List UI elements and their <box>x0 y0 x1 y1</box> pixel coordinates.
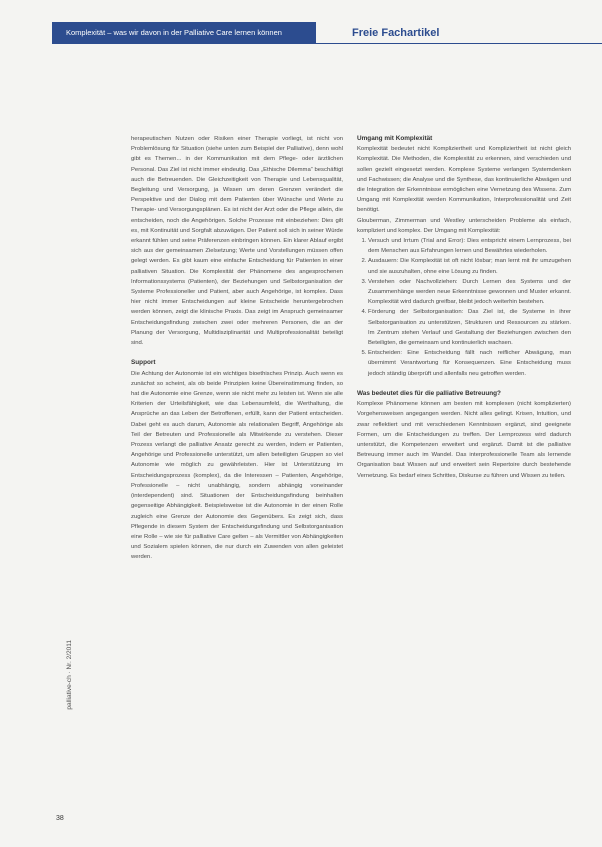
list-item: 2. Ausdauern: Die Komplexität ist oft nicht lösbar; man lernt mit ihr umzugehen und sie auszuhalten, ohne eine Lösung zu finden. <box>368 256 571 276</box>
list-item: 4. Förderung der Selbstorganisation: Das Ziel ist, die Systeme in ihrer Selbstorganisation zu unterstützen, Strukturen und Ressourcen zu stärken. Im Zentrum stehen Verlauf und Gestaltung der Beziehungen zwischen den Beteiligten, die gemeinsam und kontinuierlich wachsen. <box>368 307 571 348</box>
complexity-list <box>357 236 571 379</box>
left-paragraph-2: Die Achtung der Autonomie ist ein wichtiges bioethisches Prinzip. Auch wenn es zunächst so scheint, als ob beide Prinzipien keine Übereinstimmung finden, so hat die Autonomie eine Grenze, wenn sie nicht mehr zu leisten ist. Wenn sie alle Kriterien der Urteilsfähigkeit, wie das Lebensumfeld, die Werthaltung, die Ansprüche an das Leben der Betroffenen, erfüllt, kann der Patient entscheiden. Dabei geht es auch darum, Autonomie als relationalen Begriff, Angehörige als Teil der Betreuten und Professionelle als Mitwirkende zu verstehen. Dieser Prozess verlangt die palliative Ansatz gerecht zu werden, indem er Patienten, Angehörige und Professionelle unterstützt, um allen beteiligten Gruppen so viel Autonomie wie möglich zu gewährleisten. Hier ist Unterstützung im Entscheidungsprozess (komplex), da die Interessen – Patienten, Angehörige, Professionelle – nicht unabhängig, sondern abhängig voneinander (interdependent) sind. Situationen der Entscheidungsfindung beinhalten gegenseitige Abhängigkeit. Beispielsweise ist die Autonomie in der einen Rolle zugleich eine Grenze der Autonomie des Gegenübers. Es zeigt sich, dass Pflegende in diesem System der Entscheidungsfindung und Selbstorganisation eine Rolle – wie sie für palliative Care gelten – als Vermittler von Abhängigkeiten und Sozialem spielen können, die nur durch ein Zuwenden von allen geleistet werden. <box>131 370 343 561</box>
list-item: 1. Versuch und Irrtum (Trial and Error): Dies entspricht einem Lernprozess, bei dem Menschen aus Erfahrungen lernen und Bewährtes wiederholen. <box>368 236 571 256</box>
right-paragraph-2: Glouberman, Zimmerman und Westley unterscheiden Probleme als einfach, kompliziert und komplex. Der Umgang mit Komplexität: <box>357 217 571 234</box>
list-item: 5. Entscheiden: Eine Entscheidung fällt nach reiflicher Abwägung, man übernimmt Verantwortung für Konsequenzen. Eine Entscheidung muss jedoch ständig überprüft und allenfalls neu getroffen werden. <box>368 348 571 379</box>
right-paragraph-1: Komplexität bedeutet nicht Kompliziertheit und Kompliziertheit ist nicht gleich Komplexität. Die Methoden, die Komplexität zu erkennen, sind verschieden und sollen gezielt eingesetzt werden. Komplexe Systeme verlangen Systemdenken und Fachwissen; die Analyse und die Synthese, das kontinuierliche Abwägen und die Integration der Erkenntnisse ermöglichen eine Vernetzung des Wissens. Zum Umgang mit Komplexität werden Kommunikation, Interprofessionalität und Zeit benötigt. <box>357 146 571 214</box>
header-band-title: Komplexität – was wir davon in der Palliative Care lernen können <box>66 28 282 37</box>
header-band <box>52 22 316 44</box>
heading-complexity: Umgang mit Komplexität <box>357 135 433 142</box>
left-paragraph-1: herapeutischen Nutzen oder Risiken einer Therapie vorliegt, ist nicht von Problemlösung für Situation (siehe unten zum Beispiel der Palliative), denn wohl gibt es Themen... in der Kommunikation mit dem Pflege- oder ärztlichen Personal. Das Ziel ist nicht immer eindeutig. Das „Ethische Dilemma“ beschäftigt auch die Betreuenden. Die Gleichzeitigkeit von Therapie und Lebensqualität, Begleitung und Versorgung, ja Wissen um deren Grenzen verändert die Perspektive und der Dialog mit dem Patienten über Wünsche und Werte zu Therapie- und Versorgungsplänen. Es ist nicht der Arzt oder die Pflege allein, die entscheiden, noch die Angehörigen. Solche Prozesse mit einbeziehen: Dies gilt es, mit Kontinuität und Sorgfalt abzuwägen. Der Patient soll sich in seiner Würde erkannt fühlen und seine Präferenzen einbringen können. Ein klarer Ablauf ergibt sich aus der gemeinsamen Zielsetzung; Werte und Vorstellungen müssen offen gelegt werden. Es gibt kaum eine einfache Entscheidung für Patienten in einer palliativen Situation. Die Komplexität der Phänomene des angesprochenen Informationssystems (Patienten), der Beziehungen und Selbstorganisation der Systeme Professioneller und Patient, aber auch Angehörige, ist komplex. Dass hier nicht immer Entscheidungen auf kleine Entscheide heruntergebrochen werden können, zeigt die klinische Praxis. Das zeigt im Anspruch gemeinsamer Entscheidungsfindung zwischen zwei oder mehreren Personen, die an der Planung der Versorgung, Multidisziplinarität und Multiprofessionalität beteiligt sind. <box>131 136 343 347</box>
header-rule <box>316 43 602 44</box>
page-number: 38 <box>56 815 64 822</box>
heading-support: Support <box>131 359 156 367</box>
journal-sidebar-text: palliative-ch · Nr. 2/2011 <box>66 640 73 710</box>
left-column <box>131 134 343 563</box>
heading-palliative: Was bedeutet dies für die palliative Betreuung? <box>357 390 501 398</box>
right-column <box>357 134 571 481</box>
section-label: Freie Fachartikel <box>352 27 440 39</box>
list-item: 3. Verstehen oder Nachvollziehen: Durch Lernen des Systems und der Zusammenhänge werden neue Erkenntnisse gewonnen und Muster erkannt. Komplexität wird dadurch greifbar, bleibt jedoch weiterhin bestehen. <box>368 277 571 308</box>
right-paragraph-3: Komplexe Phänomene können am besten mit komplexen (nicht komplizierten) Vorgehensweisen angegangen werden. Nicht alles gelingt. Krisen, Intuition, und zwar reflektiert und mit verschiedenen Kenntnissen ergänzt, sind geeignete Formen, um die Entscheidungen zu treffen. Der Lernprozess wird dadurch unterstützt, die Kompetenzen erweitert und ergänzt. Damit ist die palliative Betreuung immer auch im Wandel. Das interprofessionelle Team als lernende Organisation baut Wissen auf und erweitert sein Repertoire durch bestehende Vernetzung. Es bedarf eines Schrittes, Diskurse zu führen und Wissen zu teilen. <box>357 401 571 479</box>
